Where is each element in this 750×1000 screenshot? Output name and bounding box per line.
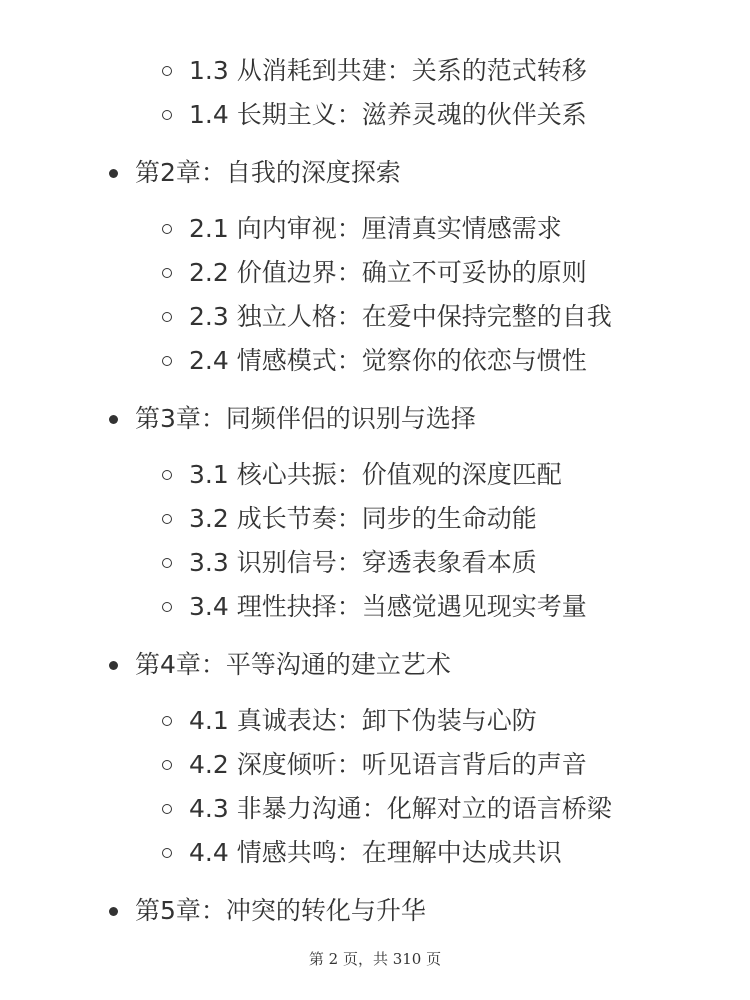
solid-bullet-icon [109, 415, 118, 424]
toc-entry-text: 第5章：冲突的转化与升华 [135, 896, 426, 925]
toc-entry-text: 2.3 独立人格：在爱中保持完整的自我 [189, 302, 612, 331]
hollow-bullet-icon [162, 602, 172, 612]
hollow-bullet-icon [162, 268, 172, 278]
hollow-bullet-icon [162, 760, 172, 770]
toc-entry-text: 1.4 长期主义：滋养灵魂的伙伴关系 [189, 100, 587, 129]
toc-entry-text: 3.2 成长节奏：同步的生命动能 [189, 504, 537, 533]
hollow-bullet-icon [162, 558, 172, 568]
hollow-bullet-icon [162, 110, 172, 120]
solid-bullet-icon [109, 907, 118, 916]
solid-bullet-icon [109, 169, 118, 178]
toc-entry-text: 3.3 识别信号：穿透表象看本质 [189, 548, 537, 577]
toc-entry-text: 4.1 真诚表达：卸下伪装与心防 [189, 706, 537, 735]
page-number-footer: 第 2 页，共 310 页 [308, 950, 442, 968]
toc-entry-text: 3.1 核心共振：价值观的深度匹配 [189, 460, 562, 489]
toc-entry-text: 第4章：平等沟通的建立艺术 [135, 650, 451, 679]
hollow-bullet-icon [162, 716, 172, 726]
toc-entry-text: 1.3 从消耗到共建：关系的范式转移 [189, 56, 587, 85]
hollow-bullet-icon [162, 312, 172, 322]
hollow-bullet-icon [162, 356, 172, 366]
toc-entry-text: 4.4 情感共鸣：在理解中达成共识 [189, 838, 562, 867]
toc-entry-text: 2.2 价值边界：确立不可妥协的原则 [189, 258, 587, 287]
toc-entry-text: 4.2 深度倾听：听见语言背后的声音 [189, 750, 587, 779]
hollow-bullet-icon [162, 470, 172, 480]
toc-entry-text: 2.1 向内审视：厘清真实情感需求 [189, 214, 562, 243]
toc-entry-text: 4.3 非暴力沟通：化解对立的语言桥梁 [189, 794, 612, 823]
solid-bullet-icon [109, 661, 118, 670]
toc-entry-text: 2.4 情感模式：觉察你的依恋与惯性 [189, 346, 587, 375]
toc-entry-text: 第2章：自我的深度探索 [135, 158, 401, 187]
hollow-bullet-icon [162, 848, 172, 858]
toc-entry-text: 第3章：同频伴侣的识别与选择 [135, 404, 476, 433]
hollow-bullet-icon [162, 514, 172, 524]
hollow-bullet-icon [162, 804, 172, 814]
hollow-bullet-icon [162, 66, 172, 76]
toc-entry-text: 3.4 理性抉择：当感觉遇见现实考量 [189, 592, 587, 621]
hollow-bullet-icon [162, 224, 172, 234]
